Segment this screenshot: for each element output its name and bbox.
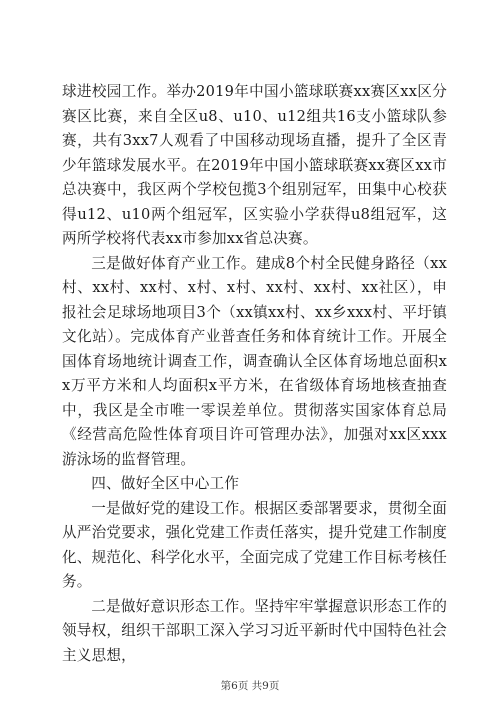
page-number-footer: 第6页 共9页 bbox=[220, 680, 280, 692]
paragraph-2: 三是做好体育产业工作。建成8个村全民健身路径（xx村、xx村、xx村、x村、x村、xx村、xx村、xx社区），申报社会足球场地项目3个（xx镇xx村、xx乡xxx村、平圩镇文化站）。完成体育产业普查任务和体育统计工作。开展全国体育场地统计调查工作，调查确认全区体育场地总面积xx万平方米和人均面积x平方米，在省级体育场地核查抽查中，我区是全市唯一零误差单位。贯彻落实国家体育总局《经营高危险性体育项目许可管理办法》，加强对xx区xxx游泳场的监督管理。 bbox=[62, 254, 447, 468]
paragraph-1: 球进校园工作。举办2019年中国小篮球联赛xx赛区xx区分赛区比赛，来自全区u8、u10、u12组共16支小篮球队参赛，共有3xx7人观看了中国移动现场直播，提升了全区青少年篮球发展水平。在2019年中国小篮球联赛xx赛区xx市总决赛中，我区两个学校包揽3个组别冠军，田集中心校获得u12、u10两个组冠军，区实验小学获得u8组冠军，这两所学校将代表xx市参加xx省总决赛。 bbox=[62, 83, 447, 247]
document-body bbox=[62, 80, 447, 668]
section-heading: 四、做好全区中心工作 bbox=[91, 475, 240, 492]
paragraph-4: 二是做好意识形态工作。坚持牢牢掌握意识形态工作的领导权，组织干部职工深入学习习近平新时代中国特色社会主义思想， bbox=[62, 597, 447, 664]
paragraph-3: 一是做好党的建设工作。根据区委部署要求，贯彻全面从严治党要求，强化党建工作责任落实，提升党建工作制度化、规范化、科学化水平，全面完成了党建工作目标考核任务。 bbox=[62, 499, 447, 590]
